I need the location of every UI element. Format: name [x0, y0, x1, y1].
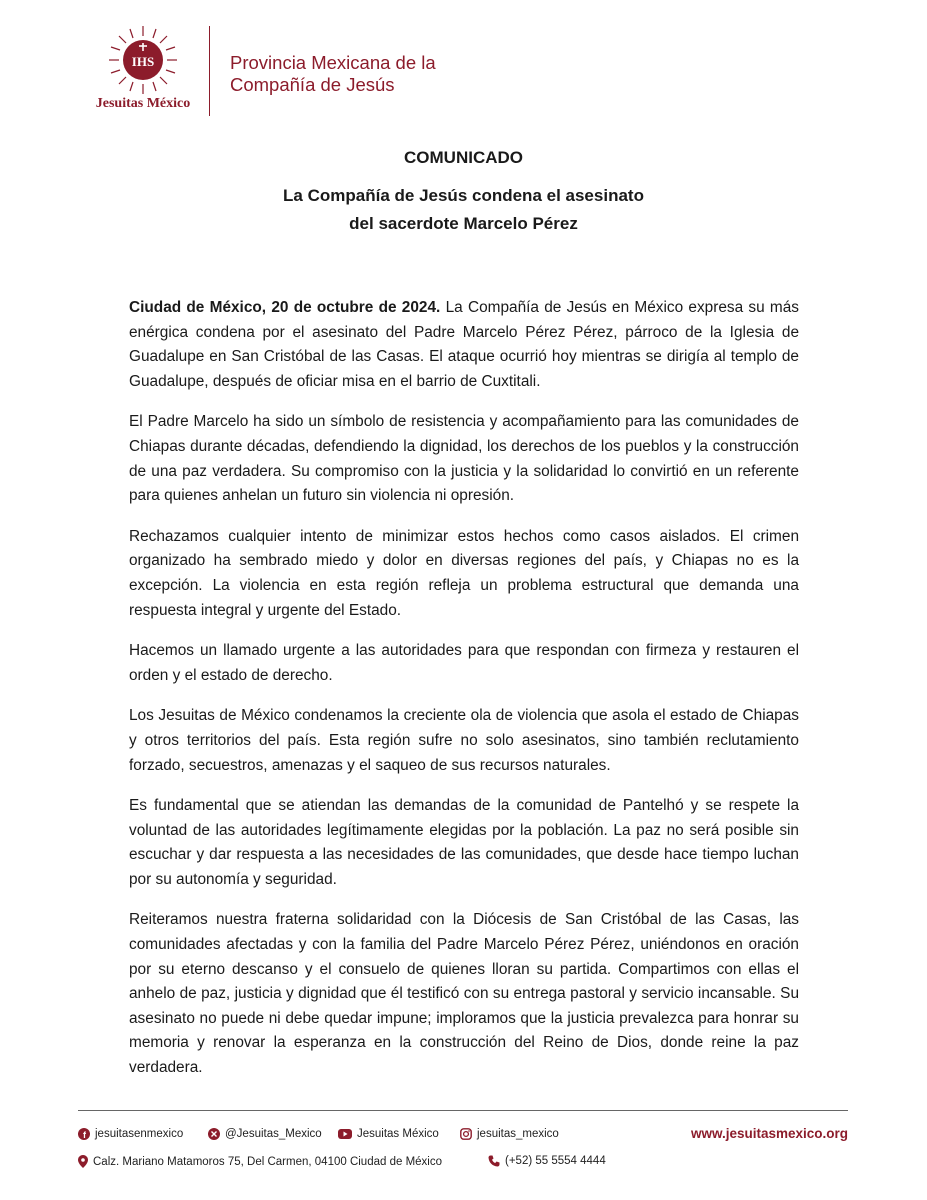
- paragraph-2: El Padre Marcelo ha sido un símbolo de resistencia y acompañamiento para las comunidades de Chiapas durante décadas, defendiendo la dignidad, los derechos de los pueblos y la construcción de una paz verdadera. Su compromiso con la justicia y la solidaridad lo convirtió en un referente para quienes anhelan un futuro sin violencia ni opresión.: [129, 413, 799, 505]
- footer-x[interactable]: [208, 1128, 322, 1140]
- svg-text:f: f: [83, 1130, 86, 1140]
- footer-phone[interactable]: [488, 1155, 606, 1167]
- title-block: [0, 148, 927, 238]
- facebook-handle: jesuitasenmexico: [95, 1128, 184, 1140]
- youtube-icon: [338, 1129, 352, 1139]
- organization-name: [230, 52, 436, 96]
- paragraph-7: Reiteramos nuestra fraterna solidaridad con la Diócesis de San Cristóbal de las Casas, las comunidades afectadas y con la familia del Padre Marcelo Pérez Pérez, uniéndonos en oración por su eterno descanso y el consuelo de quienes lloran su partida. Compartimos con ellas el anhelo de paz, justicia y dignidad que él testificó con su entrega pastoral y servicio incansable. Su asesinato no puede ni debe quedar impune; imploramos que la justicia prevalezca para honrar su memoria y renovar la esperanza en la construcción del Reino de Dios, donde reine la paz verdadera.: [129, 911, 799, 1077]
- logo-monogram: IHS: [131, 54, 155, 69]
- instagram-handle: jesuitas_mexico: [477, 1128, 559, 1140]
- document-body: [129, 296, 799, 1097]
- location-pin-icon: [78, 1155, 88, 1168]
- youtube-handle: Jesuitas México: [357, 1128, 439, 1140]
- footer-divider: [78, 1110, 848, 1111]
- paragraph-6: Es fundamental que se atiendan las demandas de la comunidad de Pantelhó y se respete la voluntad de las autoridades legítimamente elegidas por la población. La paz no será posible sin escuchar y dar respuesta a las necesidades de las comunidades, que desde hace tiempo luchan por su autonomía y seguridad.: [129, 797, 799, 888]
- x-handle: @Jesuitas_Mexico: [225, 1128, 322, 1140]
- instagram-icon: [460, 1128, 472, 1140]
- paragraph-1-text: La Compañía de Jesús en México expresa su más enérgica condena por el asesinato del Padre Marcelo Pérez Pérez, párroco de la Iglesia de Guadalupe en San Cristóbal de las Casas. El ataque ocurrió hoy mientras se dirigía al templo de Guadalupe, después de oficiar misa en el barrio de Cuxtitali.: [129, 299, 799, 390]
- org-name-line-2: Compañía de Jesús: [230, 74, 395, 95]
- ihs-sunburst-icon: [106, 24, 180, 96]
- header-divider: [209, 26, 210, 116]
- footer-facebook[interactable]: [78, 1128, 183, 1140]
- jesuit-logo: [84, 22, 202, 122]
- dateline: Ciudad de México, 20 de octubre de 2024.: [129, 299, 441, 316]
- paragraph-3: Rechazamos cualquier intento de minimizar estos hechos como casos aislados. El crimen organizado ha sembrado miedo y dolor en diversas regiones del país, y Chiapas no es la excepción. La violencia en esta región refleja un problema estructural que demanda una respuesta integral y urgente del Estado.: [129, 527, 799, 619]
- facebook-icon: [78, 1128, 90, 1140]
- letterhead: [84, 22, 584, 122]
- website-link[interactable]: www.jesuitasmexico.org: [690, 1126, 848, 1141]
- document-type: COMUNICADO: [404, 148, 523, 167]
- paragraph-4: Hacemos un llamado urgente a las autoridades para que respondan con firmeza y restauren el orden y el estado de derecho.: [129, 642, 799, 684]
- address-text: Calz. Mariano Matamoros 75, Del Carmen, 04100 Ciudad de México: [93, 1155, 442, 1168]
- title-line-1: La Compañía de Jesús condena el asesinato: [283, 186, 644, 205]
- paragraph-1: [129, 296, 799, 394]
- phone-icon: [488, 1155, 500, 1167]
- logo-caption: Jesuitas México: [95, 96, 191, 111]
- footer-instagram[interactable]: [460, 1128, 559, 1140]
- title-line-2: del sacerdote Marcelo Pérez: [349, 214, 578, 233]
- footer-youtube[interactable]: [338, 1128, 439, 1140]
- document-title: [0, 182, 927, 238]
- x-icon: [208, 1128, 220, 1140]
- org-name-line-1: Provincia Mexicana de la: [230, 52, 436, 73]
- phone-number: (+52) 55 5554 4444: [505, 1155, 606, 1167]
- footer-address: [78, 1155, 442, 1168]
- paragraph-5: Los Jesuitas de México condenamos la creciente ola de violencia que asola el estado de Chiapas y otros territorios del país. Esta región sufre no solo asesinatos, sino también reclutamiento forzado, secuestros, amenazas y el saqueo de sus recursos naturales.: [129, 707, 799, 774]
